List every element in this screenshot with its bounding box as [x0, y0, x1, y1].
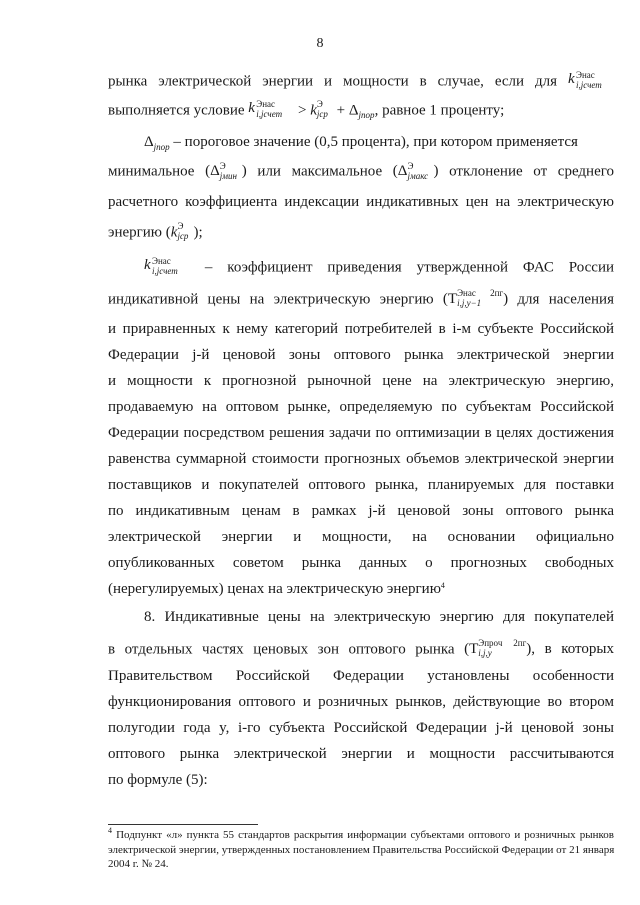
text-line: функционирования оптового и розничных рынков, действующие во втором	[108, 694, 614, 710]
page-number: 8	[316, 36, 324, 51]
text-span: рынка электрической энергии и мощности в случае, если для	[108, 73, 558, 90]
footnote-ref: 4	[440, 581, 445, 590]
text-line: оптового рынка электрической энергии и мощности рассчитываются	[108, 746, 614, 762]
formula-k-nas: k Энас i,jсчет	[248, 99, 283, 119]
text-line: 8. Индикативные цены на электрическую энергию для покупателей	[144, 609, 614, 625]
footnote	[108, 828, 614, 871]
text-line: и приравненных к нему категорий потребителей в i-м субъекте Российской	[108, 321, 614, 337]
footnote-line: электрической энергии, утвержденных постановлением Правительства Российской Федерации от 21 января	[108, 844, 615, 856]
text-line: Правительством Российской Федерации установлены особенности	[108, 668, 614, 684]
text-line: продаваемую на оптовом рынке, определяемую по субъектам Российской	[108, 399, 614, 415]
text-line: по формуле (5):	[108, 772, 208, 788]
footnote-line: 2004 г. № 24.	[108, 858, 169, 870]
text-line: $\Delta_{jпор}$ – пороговое значение (0,5 процента), при котором применяется	[144, 134, 578, 152]
text-line: Федерации j-й ценовой зоны оптового рынка электрической энергии	[108, 347, 614, 363]
formula-k-nas: k Энас i,jсчет	[144, 256, 178, 276]
text-line: опубликованных советом рынка данных о прогнозных свободных	[108, 555, 614, 571]
text-line: минимальное (Δ Э jмин ) или максимальное (Δ Э jмакс ) отклонение от среднего	[108, 161, 615, 181]
text-line	[108, 70, 614, 92]
text-line: в отдельных частях ценовых зон оптового рынка (T Эпроч 2пг i,j,y ), в которых	[108, 638, 614, 658]
formula-k-nas: k Энас i,jсчет	[568, 70, 602, 90]
text-line: энергию (k Э jср );	[108, 221, 203, 241]
text-line: равенства суммарной стоимости прогнозных объемов электрической энергии	[108, 451, 614, 467]
text-line: выполняется условие k Энас i,jсчет > k Э jср + $\Delta_{jпор}$, равное 1 проценту;	[108, 99, 614, 121]
text-line: Федерации посредством решения задачи по оптимизации в целях достижения	[108, 425, 614, 441]
text-line: поставщиков и покупателей оптового рынка, планируемых для поставки	[108, 477, 614, 493]
footnote-divider	[108, 824, 258, 825]
text-line: и мощности к прогнозной рыночной цене на электрическую энергию,	[108, 373, 614, 389]
text-line: электрической энергии и мощности, на основании официально	[108, 529, 614, 545]
footnote-line: $^4$ Подпункт «л» пункта 55 стандартов раскрытия информации субъектами оптового и розничных рынков	[108, 826, 614, 841]
text-line: полугодии года y, i-го субъекта Российской Федерации j-й ценовой зоны	[108, 720, 614, 736]
text-line: по индикативным ценам в рамках j-й ценовой зоны оптового рынка	[108, 503, 614, 519]
text-line: расчетного коэффициента индексации индикативных цен на электрическую	[108, 194, 614, 210]
text-line: индикативной цены на электрическую энергию (T Энас 2пг i,j,y−1 ) для населения	[108, 288, 614, 308]
text-line: (нерегулируемых) ценах на электрическую энергию$^4$	[108, 581, 445, 597]
formula-jcp: Э jср	[316, 99, 328, 119]
text-line: k Энас i,jсчет – коэффициент приведения утвержденной ФАС России	[144, 256, 614, 278]
